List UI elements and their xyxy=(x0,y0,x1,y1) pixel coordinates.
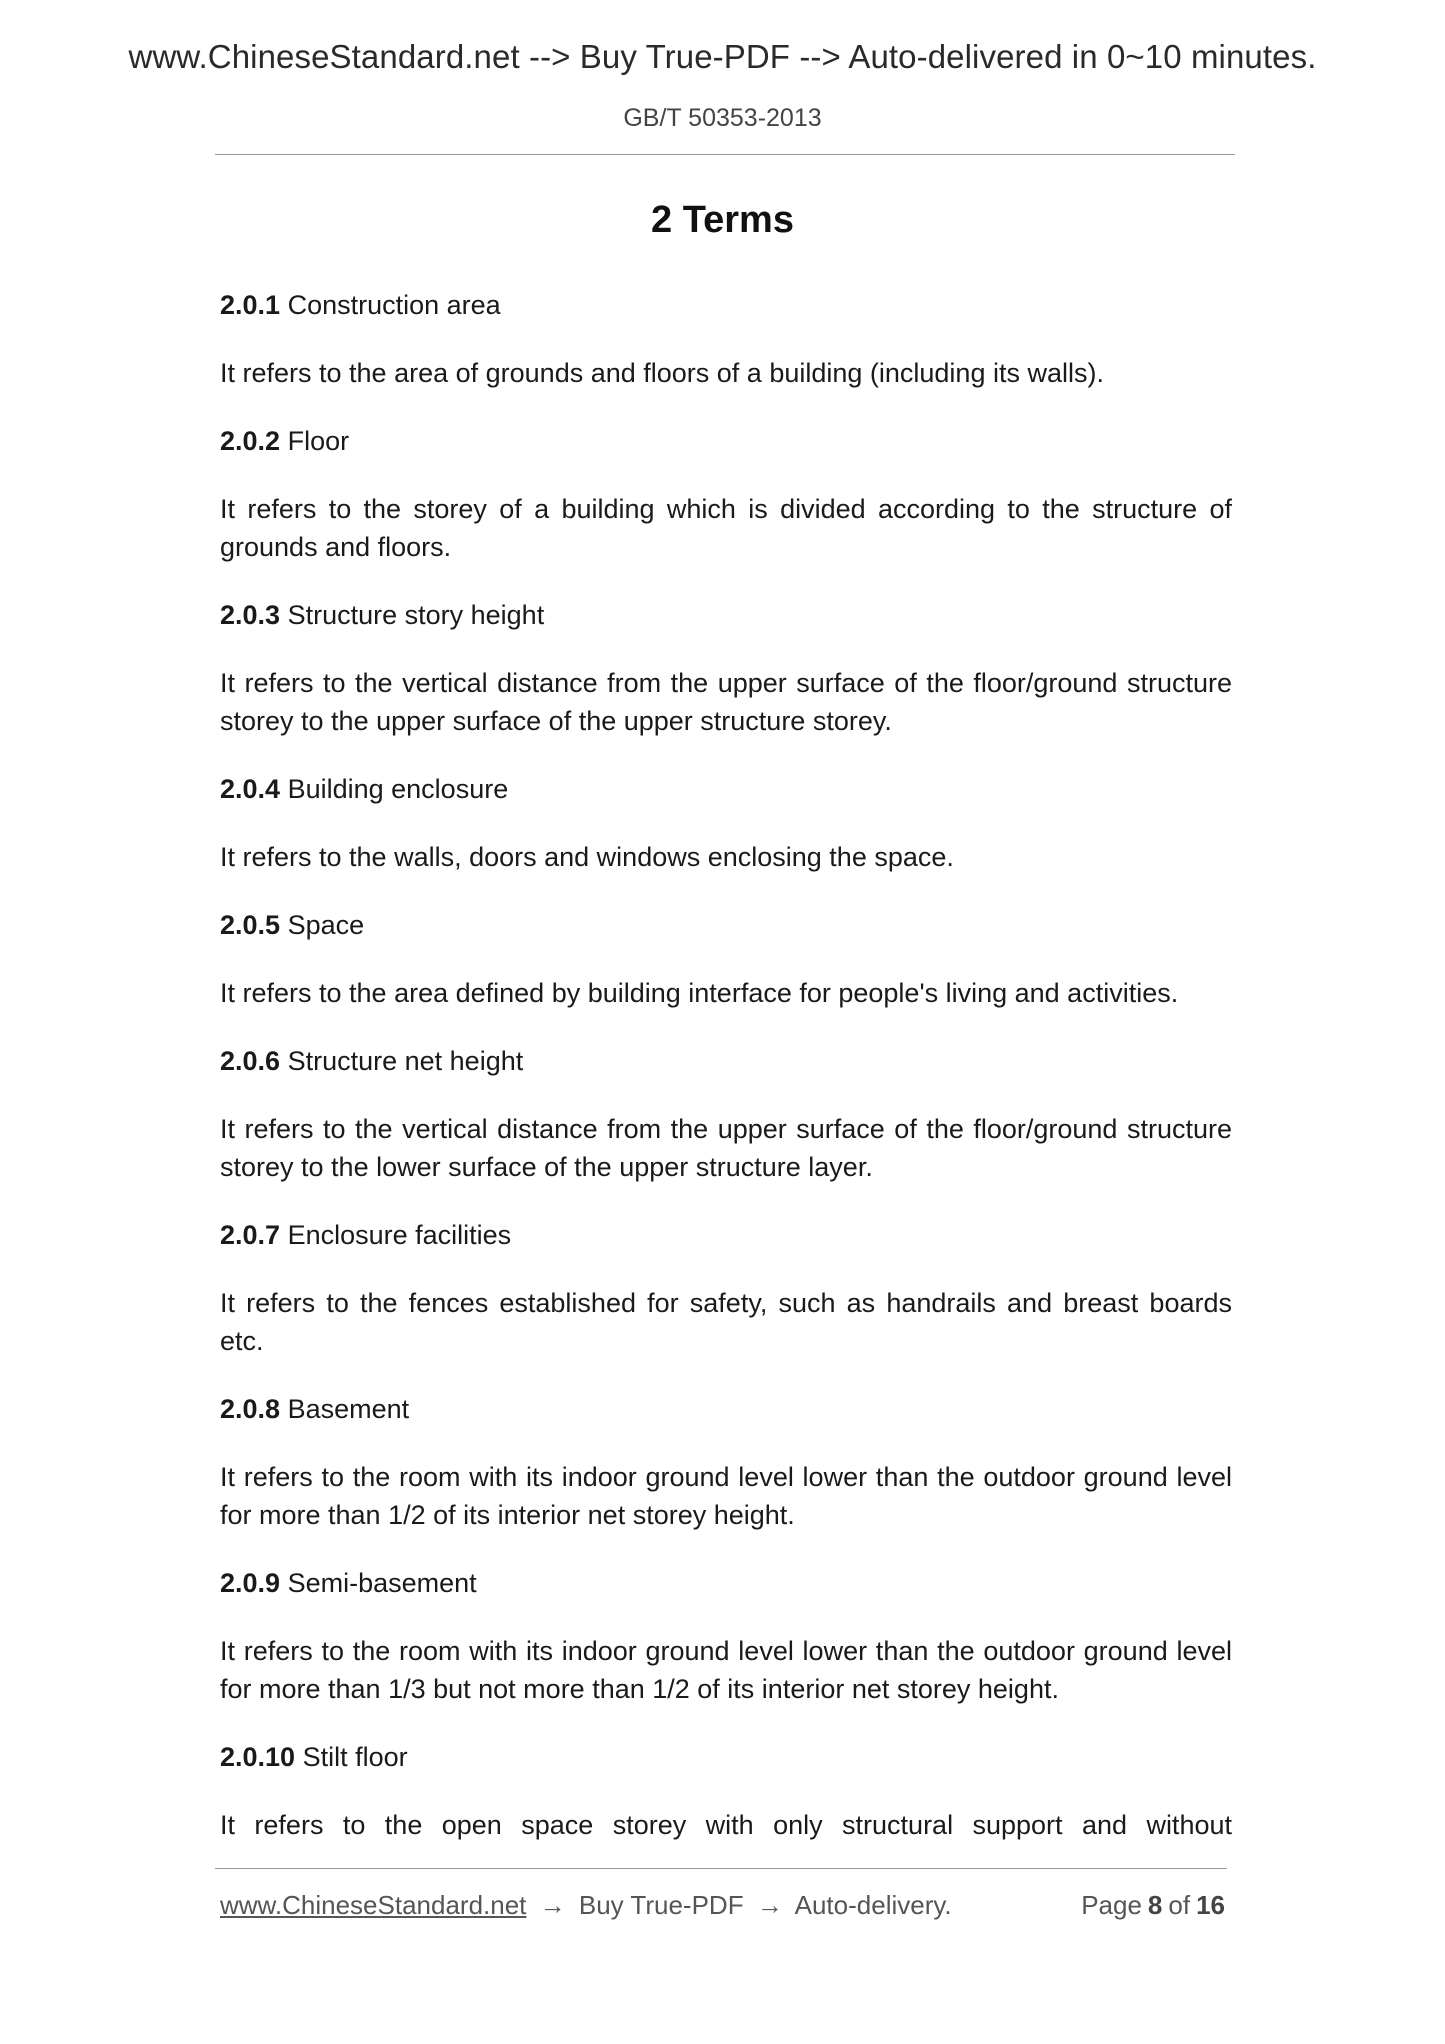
term-definition: It refers to the open space storey with only structural support and without xyxy=(220,1810,1232,1840)
term-2-0-4 xyxy=(220,770,1232,876)
term-definition: It refers to the storey of a building which is divided according to the structure of grounds and floors. xyxy=(220,494,1232,562)
term-definition: It refers to the room with its indoor ground level lower than the outdoor ground level for more than 1/3 but not more than 1/2 of its interior net storey height. xyxy=(220,1636,1232,1704)
term-heading xyxy=(220,1390,1232,1428)
term-2-0-3 xyxy=(220,596,1232,740)
term-number: 2.0.9 xyxy=(220,1568,281,1598)
term-definition: It refers to the area of grounds and floors of a building (including its walls). xyxy=(220,358,1104,388)
page-footer xyxy=(220,1887,1225,1923)
term-2-0-1 xyxy=(220,286,1232,392)
term-name: Structure net height xyxy=(287,1046,524,1076)
term-name: Structure story height xyxy=(287,600,545,630)
term-name: Stilt floor xyxy=(302,1742,408,1772)
term-heading xyxy=(220,1042,1232,1080)
term-name: Basement xyxy=(287,1394,410,1424)
chapter-title: 2 Terms xyxy=(651,199,794,241)
term-number: 2.0.6 xyxy=(220,1046,281,1076)
term-2-0-9 xyxy=(220,1564,1232,1708)
term-heading xyxy=(220,1564,1232,1602)
auto-delivery-text: Auto-delivery. xyxy=(794,1890,952,1920)
term-number: 2.0.2 xyxy=(220,426,281,456)
term-heading xyxy=(220,906,1232,944)
term-name: Floor xyxy=(287,426,350,456)
footer-promo xyxy=(220,1887,952,1923)
header-divider xyxy=(215,154,1235,155)
term-2-0-10 xyxy=(220,1738,1232,1844)
term-number: 2.0.7 xyxy=(220,1220,281,1250)
term-number: 2.0.4 xyxy=(220,774,281,804)
of-label: of xyxy=(1168,1890,1191,1920)
term-number: 2.0.5 xyxy=(220,910,281,940)
term-definition: It refers to the fences established for safety, such as handrails and breast boards etc. xyxy=(220,1288,1232,1356)
term-definition: It refers to the walls, doors and windows enclosing the space. xyxy=(220,842,954,872)
arrow-right-icon: → xyxy=(539,1890,566,1920)
terms-content xyxy=(220,286,1232,1844)
page-indicator xyxy=(1081,1887,1225,1923)
term-name: Construction area xyxy=(287,290,501,320)
term-definition: It refers to the vertical distance from the upper surface of the floor/ground structure storey to the upper surface of the upper structure storey. xyxy=(220,668,1232,736)
term-number: 2.0.1 xyxy=(220,290,281,320)
arrow-right-icon: → xyxy=(756,1890,783,1920)
term-heading xyxy=(220,1738,1232,1776)
term-heading xyxy=(220,1216,1232,1254)
term-name: Semi-basement xyxy=(287,1568,477,1598)
term-2-0-2 xyxy=(220,422,1232,566)
page-label: Page xyxy=(1081,1890,1142,1920)
term-name: Enclosure facilities xyxy=(287,1220,512,1250)
buy-true-pdf-text: Buy True-PDF xyxy=(578,1890,744,1920)
term-definition: It refers to the vertical distance from the upper surface of the floor/ground structure storey to the lower surface of the upper structure layer. xyxy=(220,1114,1232,1182)
term-number: 2.0.8 xyxy=(220,1394,281,1424)
term-heading xyxy=(220,596,1232,634)
term-heading xyxy=(220,422,1232,460)
page-number: 8 xyxy=(1147,1890,1163,1920)
term-definition: It refers to the area defined by building interface for people's living and activities. xyxy=(220,978,1179,1008)
footer-divider xyxy=(215,1868,1227,1869)
term-name: Building enclosure xyxy=(287,774,509,804)
page-total: 16 xyxy=(1196,1890,1225,1920)
term-number: 2.0.3 xyxy=(220,600,281,630)
top-banner: www.ChineseStandard.net --> Buy True-PDF --> Auto-delivered in 0~10 minutes. xyxy=(128,38,1317,75)
term-2-0-8 xyxy=(220,1390,1232,1534)
term-definition: It refers to the room with its indoor ground level lower than the outdoor ground level for more than 1/2 of its interior net storey height. xyxy=(220,1462,1232,1530)
term-2-0-5 xyxy=(220,906,1232,1012)
term-heading xyxy=(220,286,1232,324)
term-heading xyxy=(220,770,1232,808)
term-2-0-7 xyxy=(220,1216,1232,1360)
term-2-0-6 xyxy=(220,1042,1232,1186)
term-name: Space xyxy=(287,910,365,940)
term-number: 2.0.10 xyxy=(220,1742,296,1772)
document-code: GB/T 50353-2013 xyxy=(623,104,822,132)
website-link[interactable]: www.ChineseStandard.net xyxy=(220,1890,527,1920)
